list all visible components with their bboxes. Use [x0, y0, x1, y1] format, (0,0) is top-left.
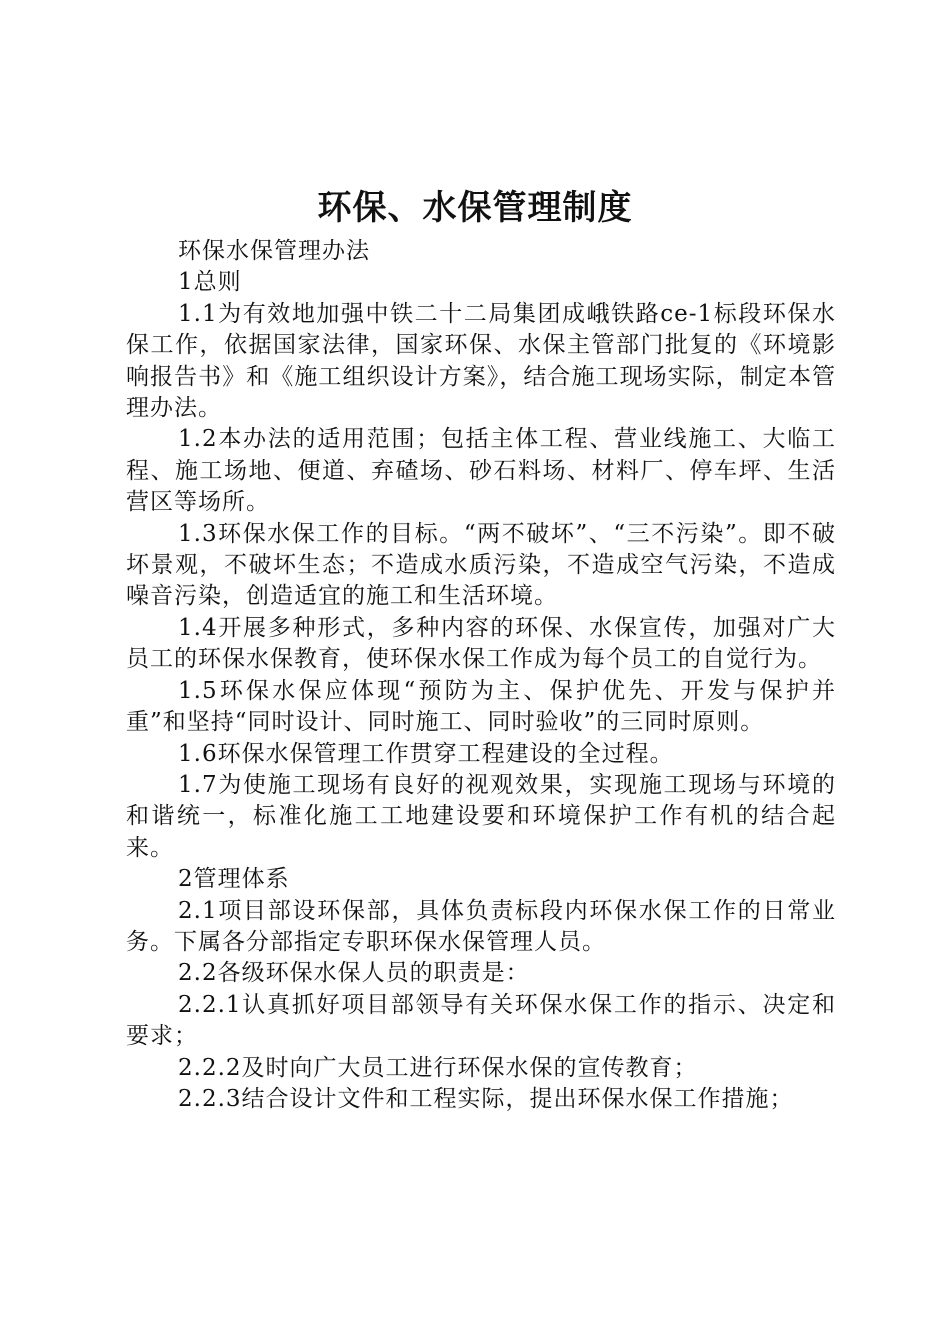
paragraph-1-5: 1.5环保水保应体现“预防为主、保护优先、开发与保护并重”和坚持“同时设计、同时施工、同时验收”的三同时原则。 [126, 677, 836, 736]
paragraph-1-3: 1.3环保水保工作的目标。“两不破坏”、“三不污染”。即不破坏景观，不破坏生态；不造成水质污染，不造成空气污染，不造成噪音污染，创造适宜的施工和生活环境。 [126, 520, 836, 610]
heading-general-principles: 1总则 [178, 269, 242, 296]
paragraph-2-2: 2.2各级环保水保人员的职责是： [178, 960, 530, 987]
paragraph-2-1: 2.1项目部设环保部，具体负责标段内环保水保工作的日常业务。下属各分部指定专职环保水保管理人员。 [126, 897, 836, 955]
paragraph-2-2-2: 2.2.2及时向广大员工进行环保水保的宣传教育； [178, 1054, 698, 1081]
document-body [126, 236, 836, 1115]
paragraph-subtitle: 环保水保管理办法 [178, 238, 370, 264]
paragraph-2-2-1: 2.2.1认真抓好项目部领导有关环保水保工作的指示、决定和要求； [126, 991, 836, 1050]
paragraph-2-2-3: 2.2.3结合设计文件和工程实际，提出环保水保工作措施； [178, 1085, 794, 1112]
paragraph-1-6: 1.6环保水保管理工作贯穿工程建设的全过程。 [178, 740, 674, 767]
heading-management-system: 2管理体系 [178, 866, 290, 893]
paragraph-1-4: 1.4开展多种形式，多种内容的环保、水保宣传，加强对广大员工的环保水保教育，使环保水保工作成为每个员工的自觉行为。 [126, 614, 836, 673]
paragraph-1-7: 1.7为使施工现场有良好的视观效果，实现施工现场与环境的和谐统一，标准化施工工地建设要和环境保护工作有机的结合起来。 [126, 771, 836, 861]
document-title: 环保、水保管理制度 [317, 188, 633, 228]
paragraph-1-2: 1.2本办法的适用范围；包括主体工程、营业线施工、大临工程、施工场地、便道、弃碴场、砂石料场、材料厂、停车坪、生活营区等场所。 [126, 426, 836, 516]
paragraph-1-1: 1.1为有效地加强中铁二十二局集团成峨铁路ce-1标段环保水保工作，依据国家法律，国家环保、水保主管部门批复的《环境影响报告书》和《施工组织设计方案》，结合施工现场实际，制定本管理办法。 [126, 300, 836, 422]
